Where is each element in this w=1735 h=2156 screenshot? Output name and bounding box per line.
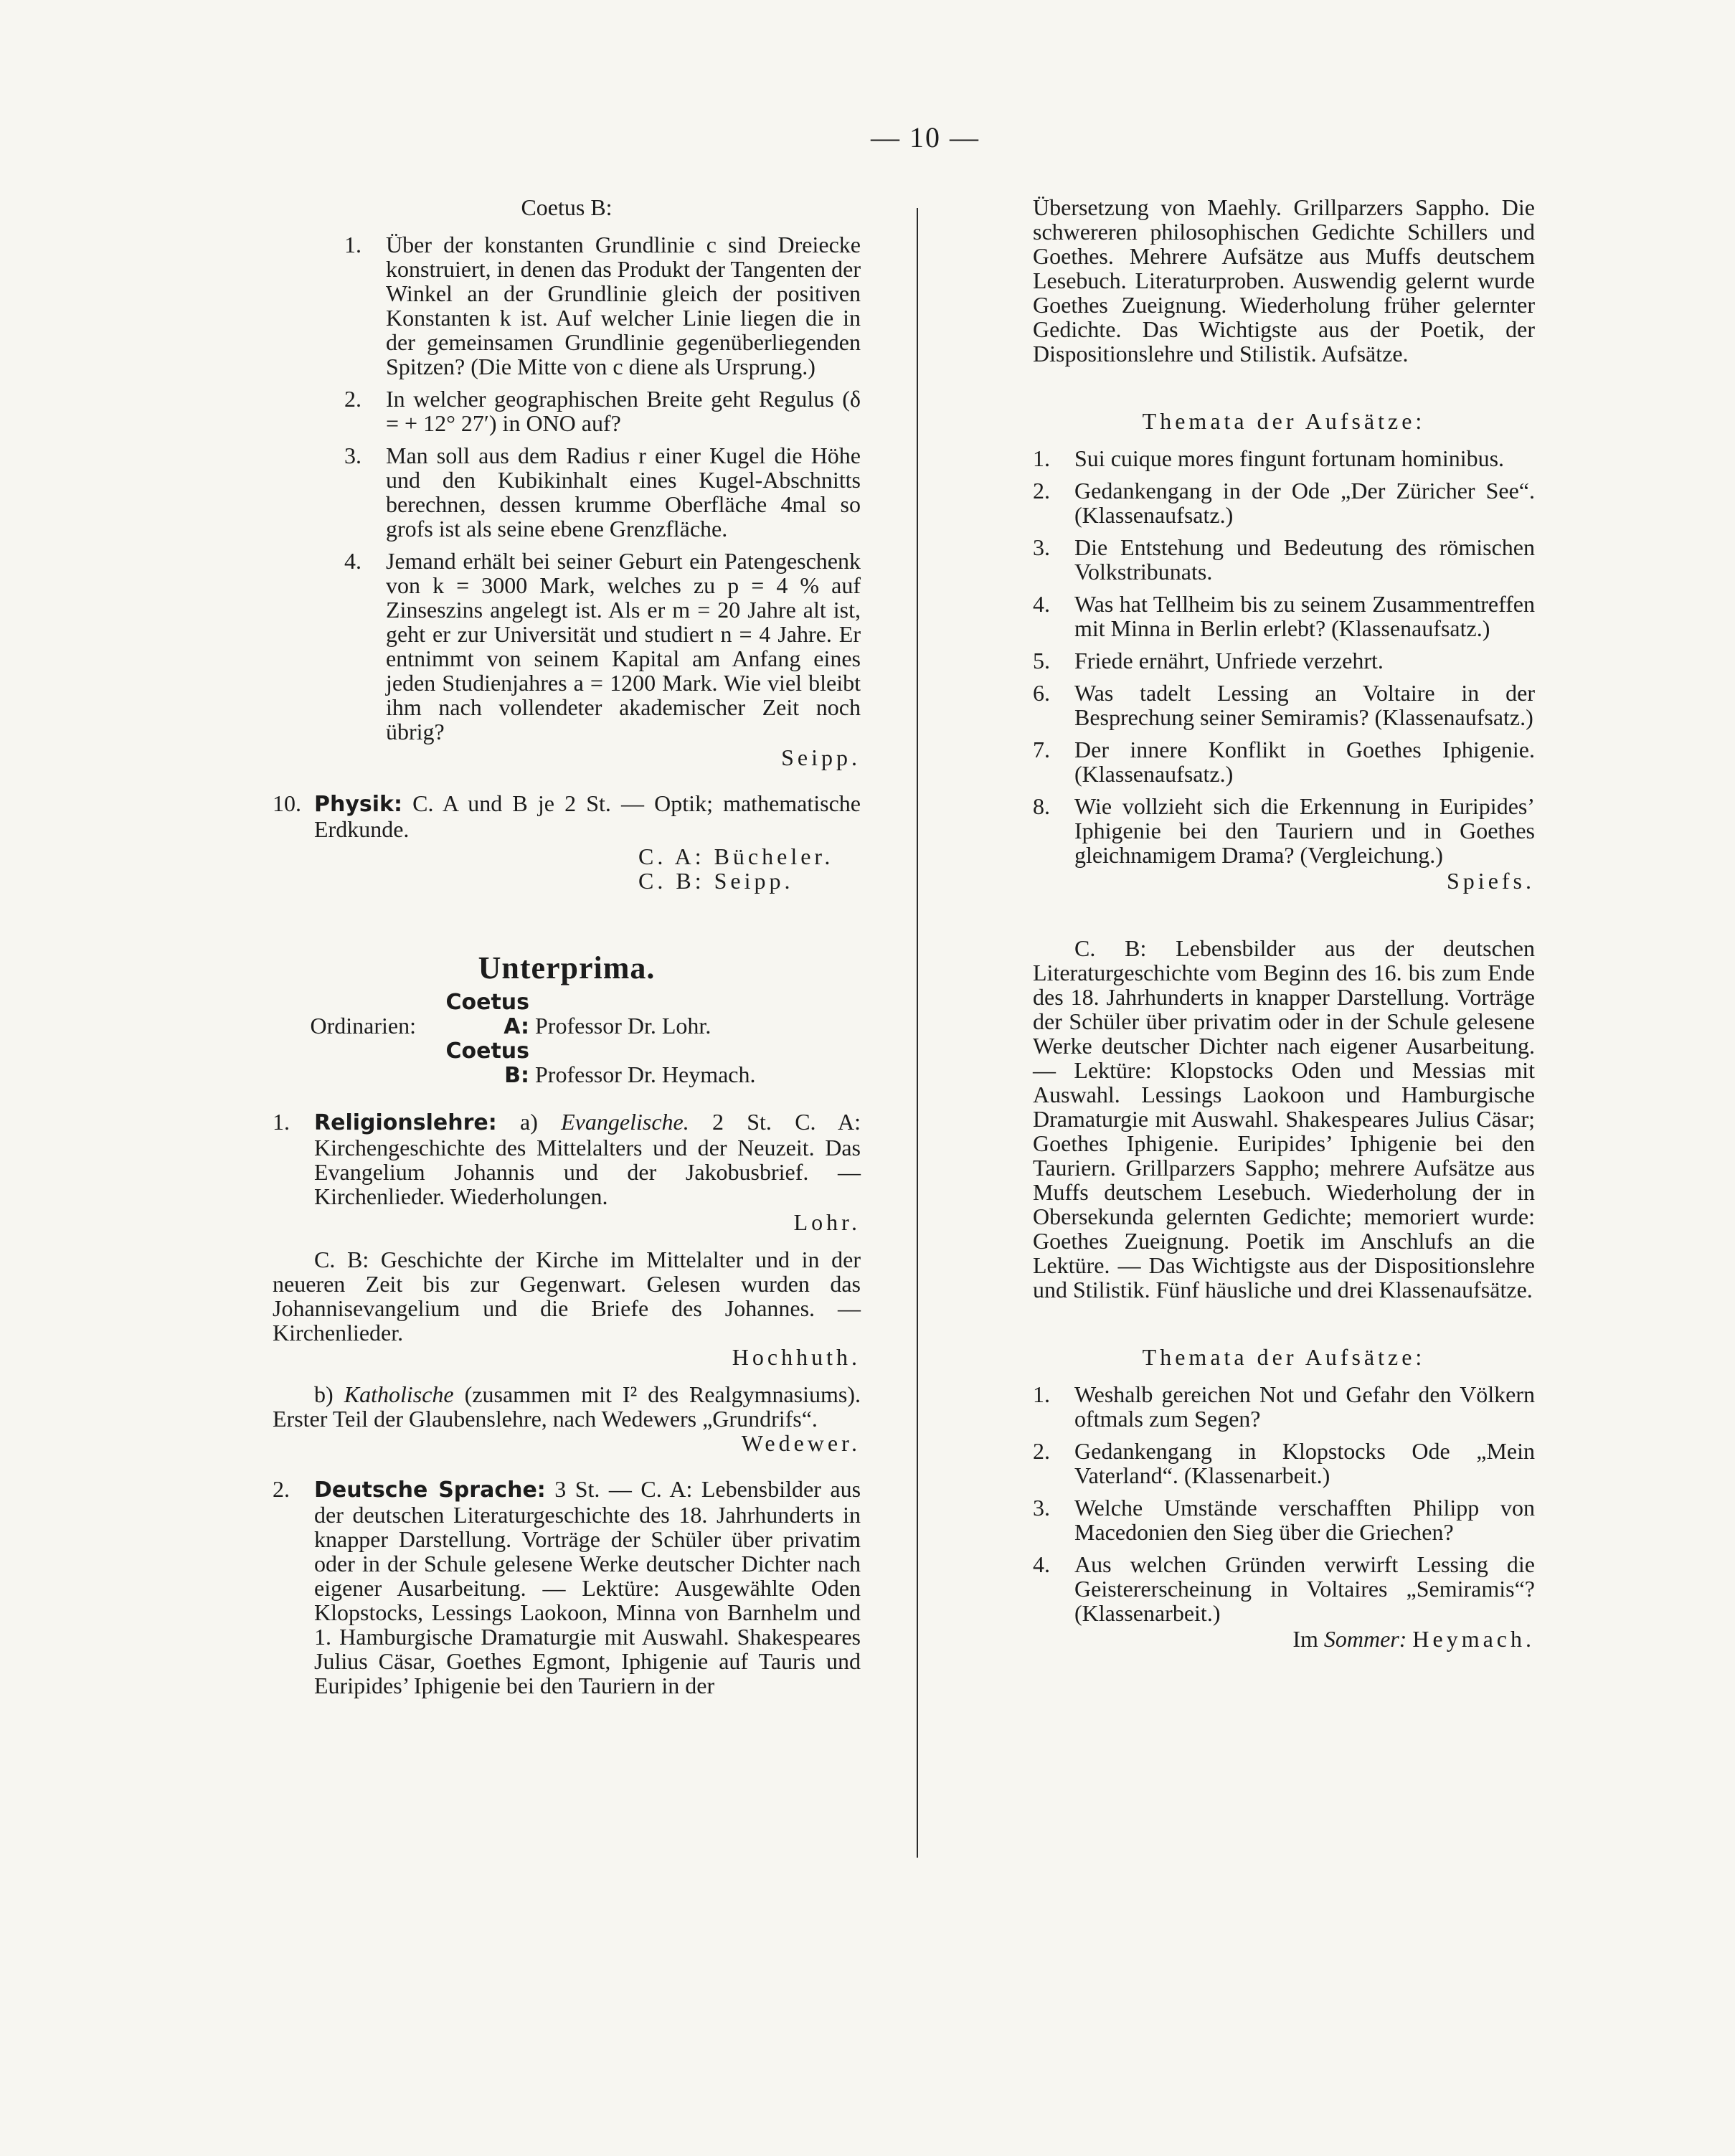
themata-item: 1. Sui cuique mores fingunt fortunam hominibus. xyxy=(1033,445,1505,471)
themata-heading-b: Themata der Aufsätze: xyxy=(1142,1344,1426,1370)
themata-item: 3. Welche Umstände verschafften Philipp von Macedonien den Sieg über die Griechen? xyxy=(1033,1495,1535,1545)
deutsch-text: 3 St. — C. A: Lebensbilder aus der deutschen Literaturgeschichte des 18. Jahrhunderts in knapper Darstellung. Vorträge der Schüler über privatim oder in der Schule gelesene Werke deutscher Dichter nach eigener Ausarbeitung. — Lektüre: Ausgewählte Oden Klopstocks, Lessings Laokoon, Minna von Barnhelm und 1. Hamburgische Dramaturgie mit Auswahl. Shakespeares Julius Cäsar, Goethes Egmont, Iphigenie auf Tauris und Euripides’ Iphigenie bei den Tauriern in der xyxy=(314,1476,861,1698)
ordinarien-label: Ordinarien: xyxy=(310,1013,416,1039)
cb-deutsch-text: C. B: Lebensbilder aus der deutschen Literaturgeschichte vom Beginn des 16. bis zum Ende des 18. Jahrhunderts in knapper Darstellung. Vorträge der Schüler über privatim oder in der Schule gelesene Werke deutscher Dichter nach eigener Ausarbeitung. — Lektüre: Klopstocks Oden und Messias mit Auswahl. Lessings Laokoon und Hamburgische Dramaturgie mit Auswahl. Shakespeares Julius Cäsar; Goethes Iphigenie. Euripides’ Iphigenie bei den Tauriern. Grillparzers Sappho; mehrere Aufsätze aus Muffs deutschem Lesebuch. Wiederholung der in Obersekunda gelernten Gedichte; memoriert wurde: Goethes Zueignung. Poetik im Anschlufs an die Lektüre. — Das Wichtigste aus der Dispositionslehre und Stilistik. Fünf häusliche und drei Klassenaufsätze. xyxy=(1033,935,1535,1302)
math-task-text: Über der konstanten Grundlinie c sind Dreiecke konstruiert, in denen das Produkt der Tangenten der Winkel an der Grundlinie gleich der positiven Konstanten k ist. Auf welcher Linie liegen die in der gemeinsamen Grundlinie gegenüberliegenden Spitzen? (Die Mitte von c diene als Ursprung.) xyxy=(386,232,861,379)
math-task-text: Man soll aus dem Radius r einer Kugel die Höhe und den Kubikinhalt eines Kugel-Abschnitts berechnen, dessen krumme Oberfläche 4mal so grofs ist als seine ebene Grenzfläche. xyxy=(386,443,861,542)
coetus-b-label: Coetus B: xyxy=(445,1039,529,1088)
themata-item: 6. Was tadelt Lessing an Voltaire in der Besprechung seiner Semiramis? (Klassenaufsatz.) xyxy=(1033,680,1535,730)
math-task-number: 3. xyxy=(344,443,361,468)
coetus-b-heading: Coetus B: xyxy=(521,194,613,220)
signature-seipp: Seipp. xyxy=(781,744,861,770)
signature-wedewer: Wedewer. xyxy=(741,1430,861,1456)
religion-sub-italic: Evangelische. xyxy=(561,1109,689,1135)
right-column xyxy=(1033,195,1535,1651)
deutsch-section xyxy=(273,1477,861,1698)
katholisch-text: b) Katholische (zusammen mit I² des Realgymnasiums). Erster Teil der Glaubenslehre, nach Wedewers „Grundrifs“. Wedewer. xyxy=(273,1381,861,1456)
math-task-number: 1. xyxy=(344,232,361,257)
coetus-a-label: Coetus A: xyxy=(445,990,529,1039)
continued-text: Übersetzung von Maehly. Grillparzers Sappho. Die schwereren philosophischen Gedichte Schillers und Goethes. Mehrere Aufsätze aus Muffs deutschem Lesebuch. Literaturproben. Auswendig gelernt wurde Goethes Zueignung. Wiederholung früher gelernter Gedichte. Das Wichtigste aus der Poetik, der Dispositionslehre und Stilistik. Aufsätze. xyxy=(1033,194,1535,367)
section-title: Physik: xyxy=(314,792,402,817)
math-task xyxy=(344,443,861,541)
physik-section xyxy=(273,791,861,841)
themata-item: 2. Gedankengang in der Ode „Der Züricher See“. (Klassenaufsatz.) xyxy=(1033,478,1535,528)
section-number: 2. xyxy=(273,1476,290,1502)
page-number: — 10 — xyxy=(871,121,980,153)
ordinarien-a-name: Professor Dr. Lohr. xyxy=(535,1013,712,1039)
themata-item: 8. Wie vollzieht sich die Erkennung in Euripides’ Iphigenie bei den Tauriern und in Goethes gleichnamigem Drama? (Vergleichung.) xyxy=(1033,793,1535,868)
signature-lohr: Lohr. xyxy=(793,1209,861,1235)
themata-item: 7. Der innere Konflikt in Goethes Iphigenie. (Klassenaufsatz.) xyxy=(1033,737,1535,787)
physik-text: C. A und B je 2 St. — Optik; mathematische Erdkunde. xyxy=(314,790,861,842)
themata-heading-a: Themata der Aufsätze: xyxy=(1142,408,1426,434)
themata-item: 3. Die Entstehung und Bedeutung des römischen Volkstribunats. xyxy=(1033,534,1535,585)
themata-item: 1. Weshalb gereichen Not und Gefahr den Völkern oftmals zum Segen? xyxy=(1033,1381,1535,1432)
math-task-number: 2. xyxy=(344,386,361,412)
religion-cb-text: C. B: Geschichte der Kirche im Mittelalter und in der neueren Zeit bis zur Gegenwart. Gelesen wurden das Johannisevangelium und die Briefe des Johannes. — Kirchenlieder. xyxy=(273,1247,861,1346)
math-task-text: In welcher geographischen Breite geht Regulus (δ = + 12° 27′) in ONO auf? xyxy=(386,386,861,436)
math-task-number: 4. xyxy=(344,548,361,574)
themata-item: 2. Gedankengang in Klopstocks Ode „Mein Vaterland“. (Klassenarbeit.) xyxy=(1033,1438,1535,1488)
sommer-line: Im Sommer: Heymach. xyxy=(1292,1626,1535,1652)
math-task-text: Jemand erhält bei seiner Geburt ein Patengeschenk von k = 3000 Mark, welches zu p = 4 % auf Zinseszins angelegt ist. Als er m = 20 Jahre alt ist, geht er zur Universität und studiert n = 4 Jahre. Er entnimmt von seinem Kapital am Anfang eines jeden Studienjahres a = 1200 Mark. Wie viel bleibt ihm nach vollendeter akademischer Zeit noch übrig? xyxy=(386,548,861,744)
ordinarien-b-name: Professor Dr. Heymach. xyxy=(535,1062,756,1087)
section-number: 10. xyxy=(273,790,301,816)
math-task xyxy=(344,549,861,744)
math-task xyxy=(344,232,861,379)
left-column xyxy=(273,195,861,1706)
section-title: Deutsche Sprache: xyxy=(314,1477,546,1503)
section-title: Religionslehre: xyxy=(314,1110,497,1135)
themata-item: 4. Was hat Tellheim bis zu seinem Zusammentreffen mit Minna in Berlin erlebt? (Klassenaufsatz.) xyxy=(1033,591,1535,641)
column-divider xyxy=(917,208,918,1858)
section-number: 1. xyxy=(273,1109,290,1135)
signature-spiess: Spiefs. xyxy=(1447,868,1535,894)
signature-heymach: Heymach. xyxy=(1412,1626,1535,1652)
math-task xyxy=(344,387,861,435)
unterprima-heading: Unterprima. xyxy=(478,950,656,985)
religion-text: 2 St. C. A: Kirchengeschichte des Mittelalters und der Neuzeit. Das Evangelium Johannis und der Jakobusbrief. — Kirchenlieder. Wiederholungen. xyxy=(314,1109,861,1209)
themata-item: 5. Friede ernährt, Unfriede verzehrt. xyxy=(1033,648,1384,673)
religion-sub: a) xyxy=(520,1109,538,1135)
themata-item: 4. Aus welchen Gründen verwirft Lessing die Geistererscheinung in Voltaires „Semiramis“? (Klassenarbeit.) xyxy=(1033,1551,1535,1626)
teacher-line-b: C. B: Seipp. xyxy=(638,868,794,894)
religion-section xyxy=(273,1110,861,1209)
teacher-line-a: C. A: Bücheler. xyxy=(638,843,834,869)
signature-hochhuth: Hochhuth. xyxy=(732,1344,861,1370)
ordinarien-line-b xyxy=(273,1039,861,1088)
ordinarien-line-a xyxy=(273,990,861,1039)
